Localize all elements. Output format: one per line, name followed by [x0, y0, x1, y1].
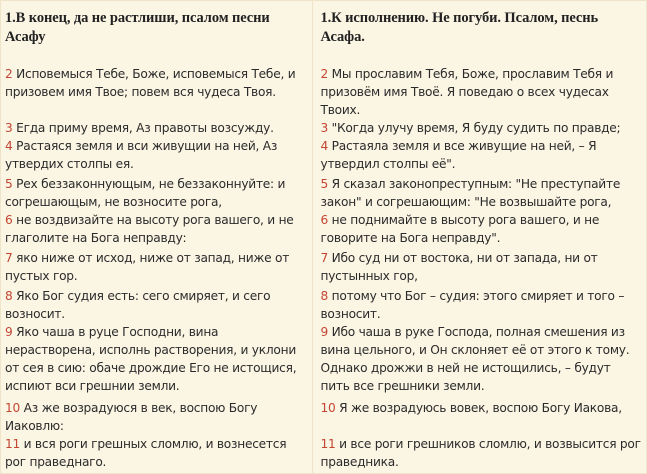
left-verse-2 [5, 65, 308, 101]
right-column [312, 1, 647, 474]
left-verse-8 [5, 287, 308, 323]
left-verse-5 [5, 175, 308, 211]
verse-text: потому что Бог – судия: этого смиряет и того – возносит. [320, 289, 625, 321]
verse-number: 2 [5, 67, 13, 81]
left-verse-11 [5, 435, 308, 471]
verse-text: и вся роги грешных сломлю, и вознесется рог праведнаго. [5, 437, 287, 469]
right-verse-9 [321, 323, 643, 395]
verse-number: 4 [320, 139, 329, 153]
verse-number: 8 [5, 289, 13, 303]
right-header: 1.К исполнению. Не погуби. Псалом, песнь Асафа. [320, 10, 599, 45]
verse-number: 5 [5, 177, 13, 191]
verse-text: Яко чаша в руце Господни, вина нерастворена, исполнь растворения, и уклони от сея в сию: обаче дрождие Его не истощися, испиют вси грешнии земли. [5, 325, 297, 393]
verse-number: 9 [320, 325, 329, 339]
verse-number: 7 [5, 251, 13, 265]
left-verse-3 [5, 119, 308, 137]
verse-text: Мы прославим Тебя, Боже, прославим Тебя и призовём имя Твоё. Я поведаю о всех чудесах Твоих. [320, 67, 614, 117]
verse-number: 2 [320, 67, 329, 81]
right-verse-4 [321, 137, 643, 173]
right-verse-7 [321, 249, 643, 285]
verse-number: 10 [5, 401, 21, 415]
verse-text: Яко Бог судия есть: сего смиряет, и сего возносит. [5, 289, 271, 321]
left-verse-9 [5, 323, 308, 395]
left-header: 1.В конец, да не растлиши, псалом песни Асафу [5, 10, 270, 45]
verse-number: 6 [5, 213, 13, 227]
verse-text: Растаяся земля и вси живущии на ней, Аз утвердих столпы ея. [5, 139, 278, 171]
left-verse-10 [5, 399, 308, 435]
verse-number: 6 [320, 213, 329, 227]
verse-text: Ибо чаша в руке Господа, полная смешения из вина цельного, и Он склоняет её от этого к тому. Однако дрожжи в ней не истощились, – будут пить все грешники земли. [320, 325, 630, 393]
verse-text: не воздвизайте на высоту рога вашего, и не глаголите на Бога неправду: [5, 213, 294, 245]
verse-text: Рех беззаконнующым, не беззаконнуйте: и согрешающым, не возносите рога, [5, 177, 286, 209]
verse-number: 5 [320, 177, 329, 191]
right-verse-3 [321, 119, 643, 137]
verse-text: "Когда улучу время, Я буду судить по правде; [331, 121, 621, 135]
left-verse-7 [5, 249, 308, 285]
left-verse-6 [5, 211, 308, 247]
verse-number: 8 [320, 289, 329, 303]
verse-number: 7 [320, 251, 329, 265]
right-verse-2 [321, 65, 643, 119]
right-verse-8 [321, 287, 643, 323]
verse-number: 4 [5, 139, 13, 153]
right-verse-6 [321, 211, 643, 247]
left-verse-4 [5, 137, 308, 173]
verse-number: 11 [5, 437, 21, 451]
right-verse-5 [321, 175, 643, 211]
right-verse-10 [321, 399, 643, 417]
verse-text: не поднимайте в высоту рога вашего, и не говорите на Бога неправду". [320, 213, 600, 245]
verse-text: яко ниже от исход, ниже от запад, ниже от пустых гор. [5, 251, 290, 283]
verse-number: 10 [320, 401, 336, 415]
verse-number: 11 [320, 437, 336, 451]
verse-text: Аз же возрадуюся в век, воспою Богу Иаковлю: [5, 401, 258, 433]
verse-number: 3 [5, 121, 13, 135]
left-column [1, 1, 313, 474]
verse-text: Исповемыся Тебе, Боже, исповемыся Тебе, и призовем имя Твое; повем вся чудеса Твоя. [5, 67, 296, 99]
verse-text: и все роги грешников сломлю, и возвысится рог праведника. [320, 437, 641, 469]
verse-text: Растаяла земля и все живущие на ней, – Я утвердил столпы её". [320, 139, 597, 171]
right-verse-11 [321, 435, 643, 471]
verse-number: 3 [320, 121, 329, 135]
verse-text: Ибо суд ни от востока, ни от запада, ни от пустынных гор, [320, 251, 598, 283]
verse-text: Я же возрадуюсь вовек, воспою Богу Иакова, [339, 401, 622, 415]
verse-number: 9 [5, 325, 13, 339]
verse-text: Егда приму время, Аз правоты возсужду. [16, 121, 274, 135]
verse-text: Я сказал законопреступным: "Не преступайте закон" и согрешающим: "Не возвышайте рога, [320, 177, 621, 209]
